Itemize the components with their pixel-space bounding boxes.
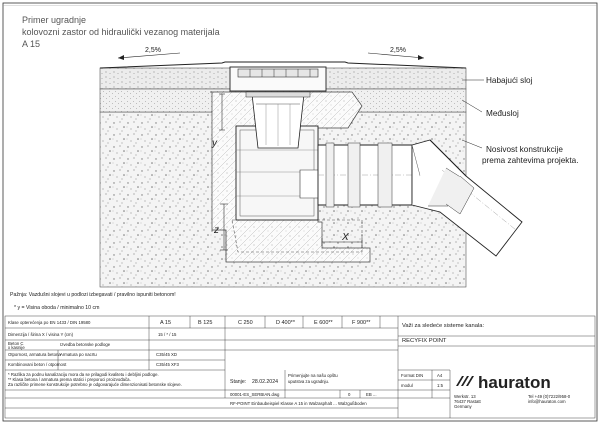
dimension-x: X <box>342 232 349 243</box>
hauraton-logo <box>456 373 551 392</box>
title-line-1: Primer ugradnje <box>22 15 87 25</box>
state-date: 28.02.2024 <box>252 379 278 385</box>
note-check-1: Primenjujte na našu opštu <box>288 373 338 378</box>
drawing-caption: RF-POINT Einbaubeispiel Klasse A 15 in Walzasphalt ... Walzgußboden <box>230 401 367 406</box>
phone: Tel +49 (0)7222/958-0 <box>528 394 571 399</box>
row-reinforcement-code: C35/45 XD <box>156 352 178 357</box>
callout-bearing-line-2: prema zahtevima projekta. <box>482 156 579 165</box>
class-b125: B 125 <box>198 320 213 326</box>
address-1: Werkstr. 13 <box>454 394 476 399</box>
row-combined-left: Kombinovani beton / otpornost <box>8 362 67 367</box>
class-d400: D 400** <box>276 320 295 326</box>
email: info@hauraton.com <box>528 399 566 404</box>
title-line-2: kolovozni zastor od hidraulički vezanog materijala <box>22 27 220 37</box>
row-concrete-desc-b: x kasnije <box>8 345 25 350</box>
row-reinforcement-left: Otpornost, armatura betona <box>8 352 61 357</box>
row-concrete-right: Izvedba betonske podloge <box>60 342 111 347</box>
row-reinforcement-right: Armatura po nacrtu <box>60 352 97 357</box>
row-combined-code: C35/45 XF3 <box>156 362 179 367</box>
address-3: Germany <box>454 404 472 409</box>
scale-label: modul <box>401 383 413 388</box>
table-note-2: ** Klasa betona / armatura prema statici i preporuci proizvođača. <box>8 377 131 382</box>
callout-intermediate-layer: Međusloj <box>486 109 519 118</box>
note-attention: Pažnja: Vazdušni slojevi u podlozi izbegavati / pravilno ispuniti betonom! <box>10 292 176 298</box>
format-value: A4 <box>437 373 443 378</box>
slope-left-label: 2,5% <box>145 47 161 54</box>
state-label: Stanje: <box>230 379 247 385</box>
row-dimension-desc: Dimenzija / širina X / visina Y (cm) <box>8 332 74 337</box>
brand-name: hauraton <box>478 373 551 392</box>
format-label: Format DIN <box>401 373 424 378</box>
file-name: 00001-ES_SERBIAN.dwg <box>230 392 280 397</box>
note-footnote: * y = Visina oboda / minimalno 10 cm <box>14 305 100 311</box>
class-e600: E 600** <box>314 320 333 326</box>
table-note-1: * Razlika za podnu kanalizaciju mora da se prilagodi kvalitetu i debljini podloge. <box>8 372 159 377</box>
dimension-z: z <box>214 225 219 236</box>
product-name: RECYFIX POINT <box>402 338 447 344</box>
row-concrete-desc-a: Beton C <box>8 341 24 346</box>
dimension-y: y <box>212 138 217 149</box>
scale-value: 1:5 <box>437 383 443 388</box>
installation-drawing <box>100 47 578 287</box>
file-index: 0 <box>348 392 351 397</box>
note-check-2: uputstva za ugradnju. <box>288 379 330 384</box>
callout-wearing-layer: Habajući sloj <box>486 76 533 85</box>
row-dimension-val: 15 / * / 15 <box>158 332 177 337</box>
table-note-3: Za različite primene konstrukcije potrebno je odgovarajuće dimenzionisati betonske slojeve. <box>8 382 182 387</box>
product-label: Važi za sledeće sisteme kanala: <box>402 323 485 329</box>
slope-arrow-right <box>368 47 424 60</box>
class-f900: F 900** <box>352 320 371 326</box>
slope-arrow-left <box>118 47 180 60</box>
class-a15: A 15 <box>160 320 172 326</box>
callout-bearing-line-1: Nosivost konstrukcije <box>486 145 563 154</box>
row-load-class-desc: Klase opterećenja po EN 1433 / DIN 19580 <box>8 320 91 325</box>
slope-right-label: 2,5% <box>390 47 406 54</box>
address-2: 76437 Rastatt <box>454 399 481 404</box>
class-c250: C 250 <box>238 320 253 326</box>
revision: EB ... <box>366 392 377 397</box>
title-line-3: A 15 <box>22 39 41 49</box>
